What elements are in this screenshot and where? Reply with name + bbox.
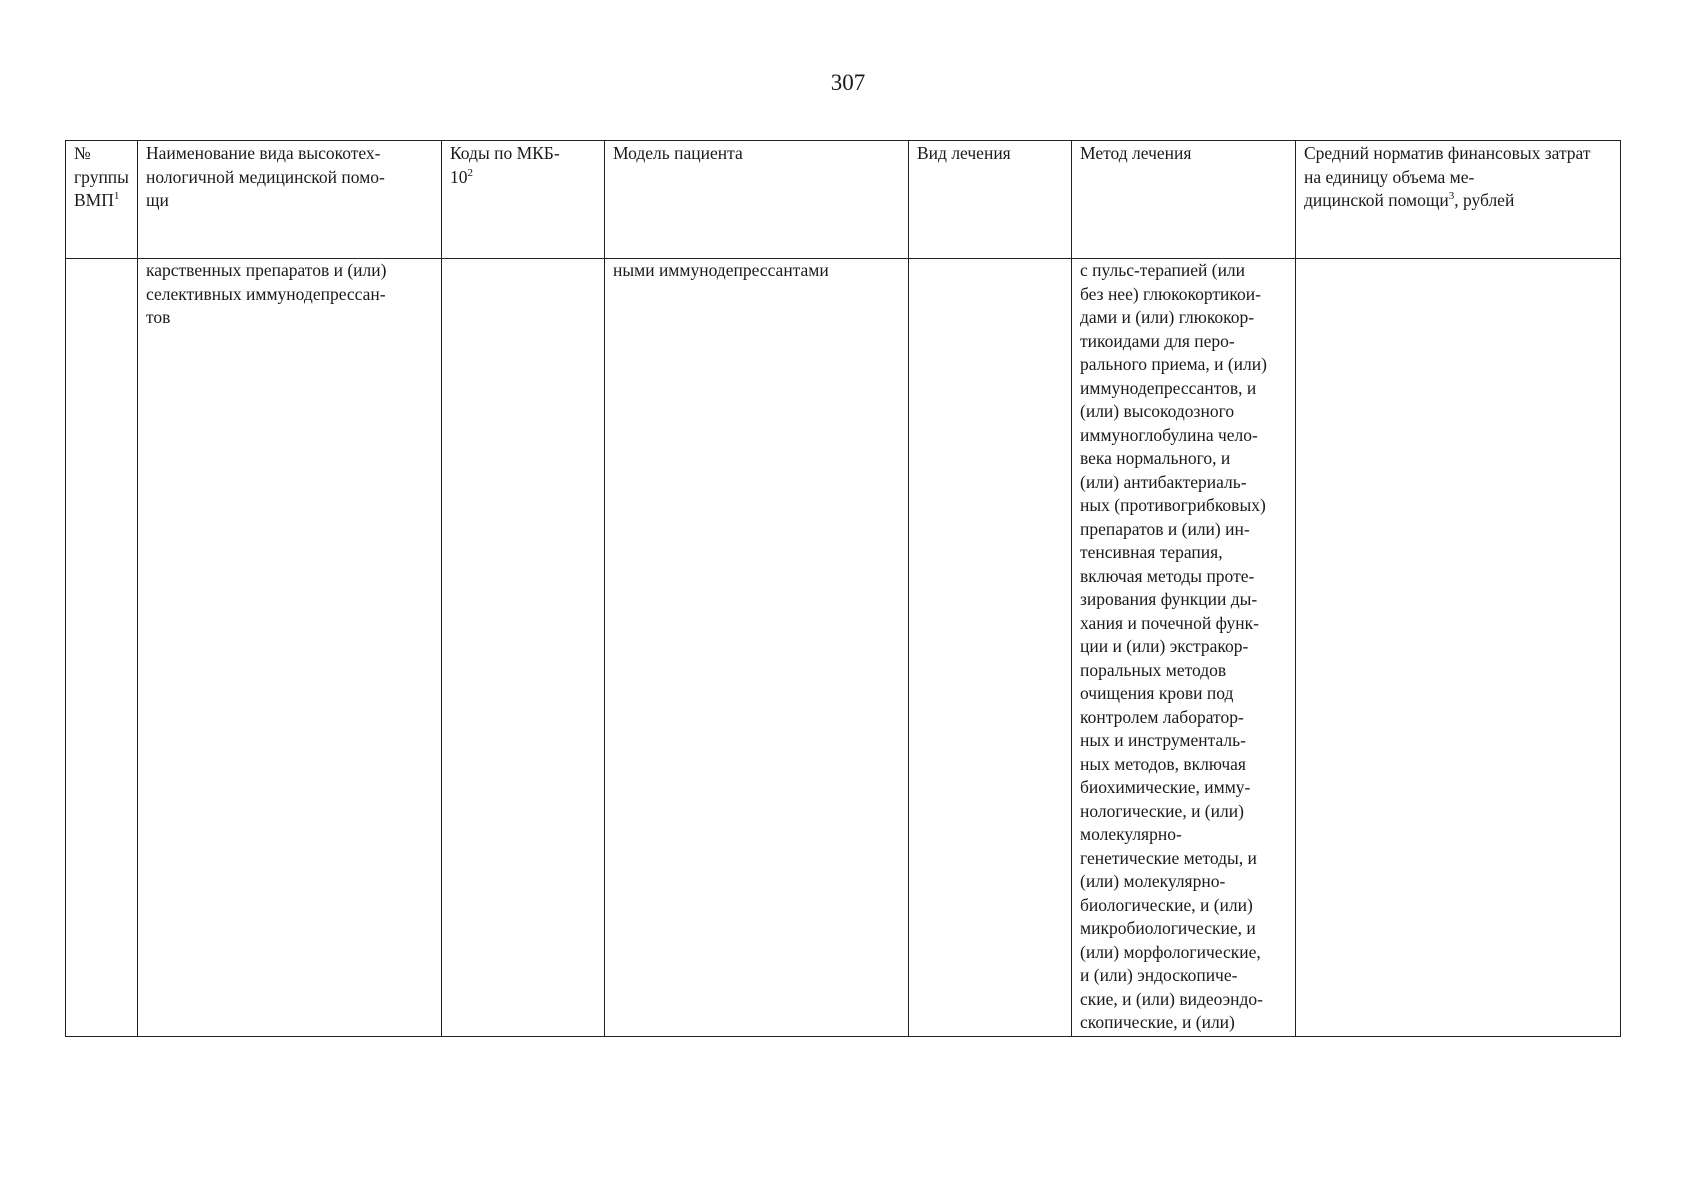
header-icd-codes-text: Коды по МКБ- 10 bbox=[450, 143, 560, 187]
header-group-number bbox=[66, 141, 138, 259]
cell-group-number bbox=[66, 259, 138, 1037]
header-treatment-method-text: Метод лечения bbox=[1080, 143, 1192, 163]
cell-treatment-method bbox=[1072, 259, 1296, 1037]
page-number: 307 bbox=[830, 70, 866, 95]
vmp-table bbox=[65, 140, 1621, 1037]
cell-care-name-text: карственных препаратов и (или) селективных иммунодепрессан- тов bbox=[146, 260, 387, 327]
header-care-name-text: Наименование вида высокотех- нологичной медицинской помо- щи bbox=[146, 143, 385, 210]
cell-treatment-type bbox=[909, 259, 1072, 1037]
cell-care-name bbox=[138, 259, 442, 1037]
cell-patient-model bbox=[605, 259, 909, 1037]
cell-cost-standard bbox=[1296, 259, 1621, 1037]
header-cost-standard-text: Средний норматив финансовых затрат на единицу объема ме- дицинской помощи bbox=[1304, 143, 1591, 210]
table-header-row bbox=[66, 141, 1621, 259]
cell-treatment-method-text: с пульс-терапией (или без нее) глюкокортикои- дами и (или) глюкокор- тикоидами для перо- рального приема, и (или) иммунодепрессантов, и (или) высокодозного иммуноглобулина чело- века нормального, и (или) антибактериаль- ных (противогрибковых) препаратов и (или) ин- тенсивная терапия, включая методы проте- зирования функции ды- хания и почечной функ- ции и (или) экстракор- поральных методов очищения крови под контролем лаборатор- ных и инструменталь- ных методов, включая биохимические, имму- нологические, и (или) молекулярно- генетические методы, и (или) молекулярно- биологические, и (или) микробиологические, и (или) морфологические, и (или) эндоскопиче- ские, и (или) видеоэндо- скопические, и (или) bbox=[1080, 260, 1267, 1032]
header-group-number-text: № группы ВМП bbox=[74, 143, 129, 210]
header-care-name bbox=[138, 141, 442, 259]
footnote-mark-3: 3 bbox=[1448, 190, 1455, 203]
header-icd-codes bbox=[442, 141, 605, 259]
header-patient-model bbox=[605, 141, 909, 259]
header-cost-standard bbox=[1296, 141, 1621, 259]
footnote-mark-2: 2 bbox=[467, 166, 473, 179]
header-cost-standard-unit: , рублей bbox=[1454, 190, 1515, 210]
header-treatment-type bbox=[909, 141, 1072, 259]
cell-patient-model-text: ными иммунодепрессантами bbox=[613, 260, 829, 280]
header-treatment-type-text: Вид лечения bbox=[917, 143, 1011, 163]
header-patient-model-text: Модель пациента bbox=[613, 143, 743, 163]
table-row bbox=[66, 259, 1621, 1037]
footnote-mark-1: 1 bbox=[113, 190, 120, 203]
cell-icd-codes bbox=[442, 259, 605, 1037]
header-treatment-method bbox=[1072, 141, 1296, 259]
